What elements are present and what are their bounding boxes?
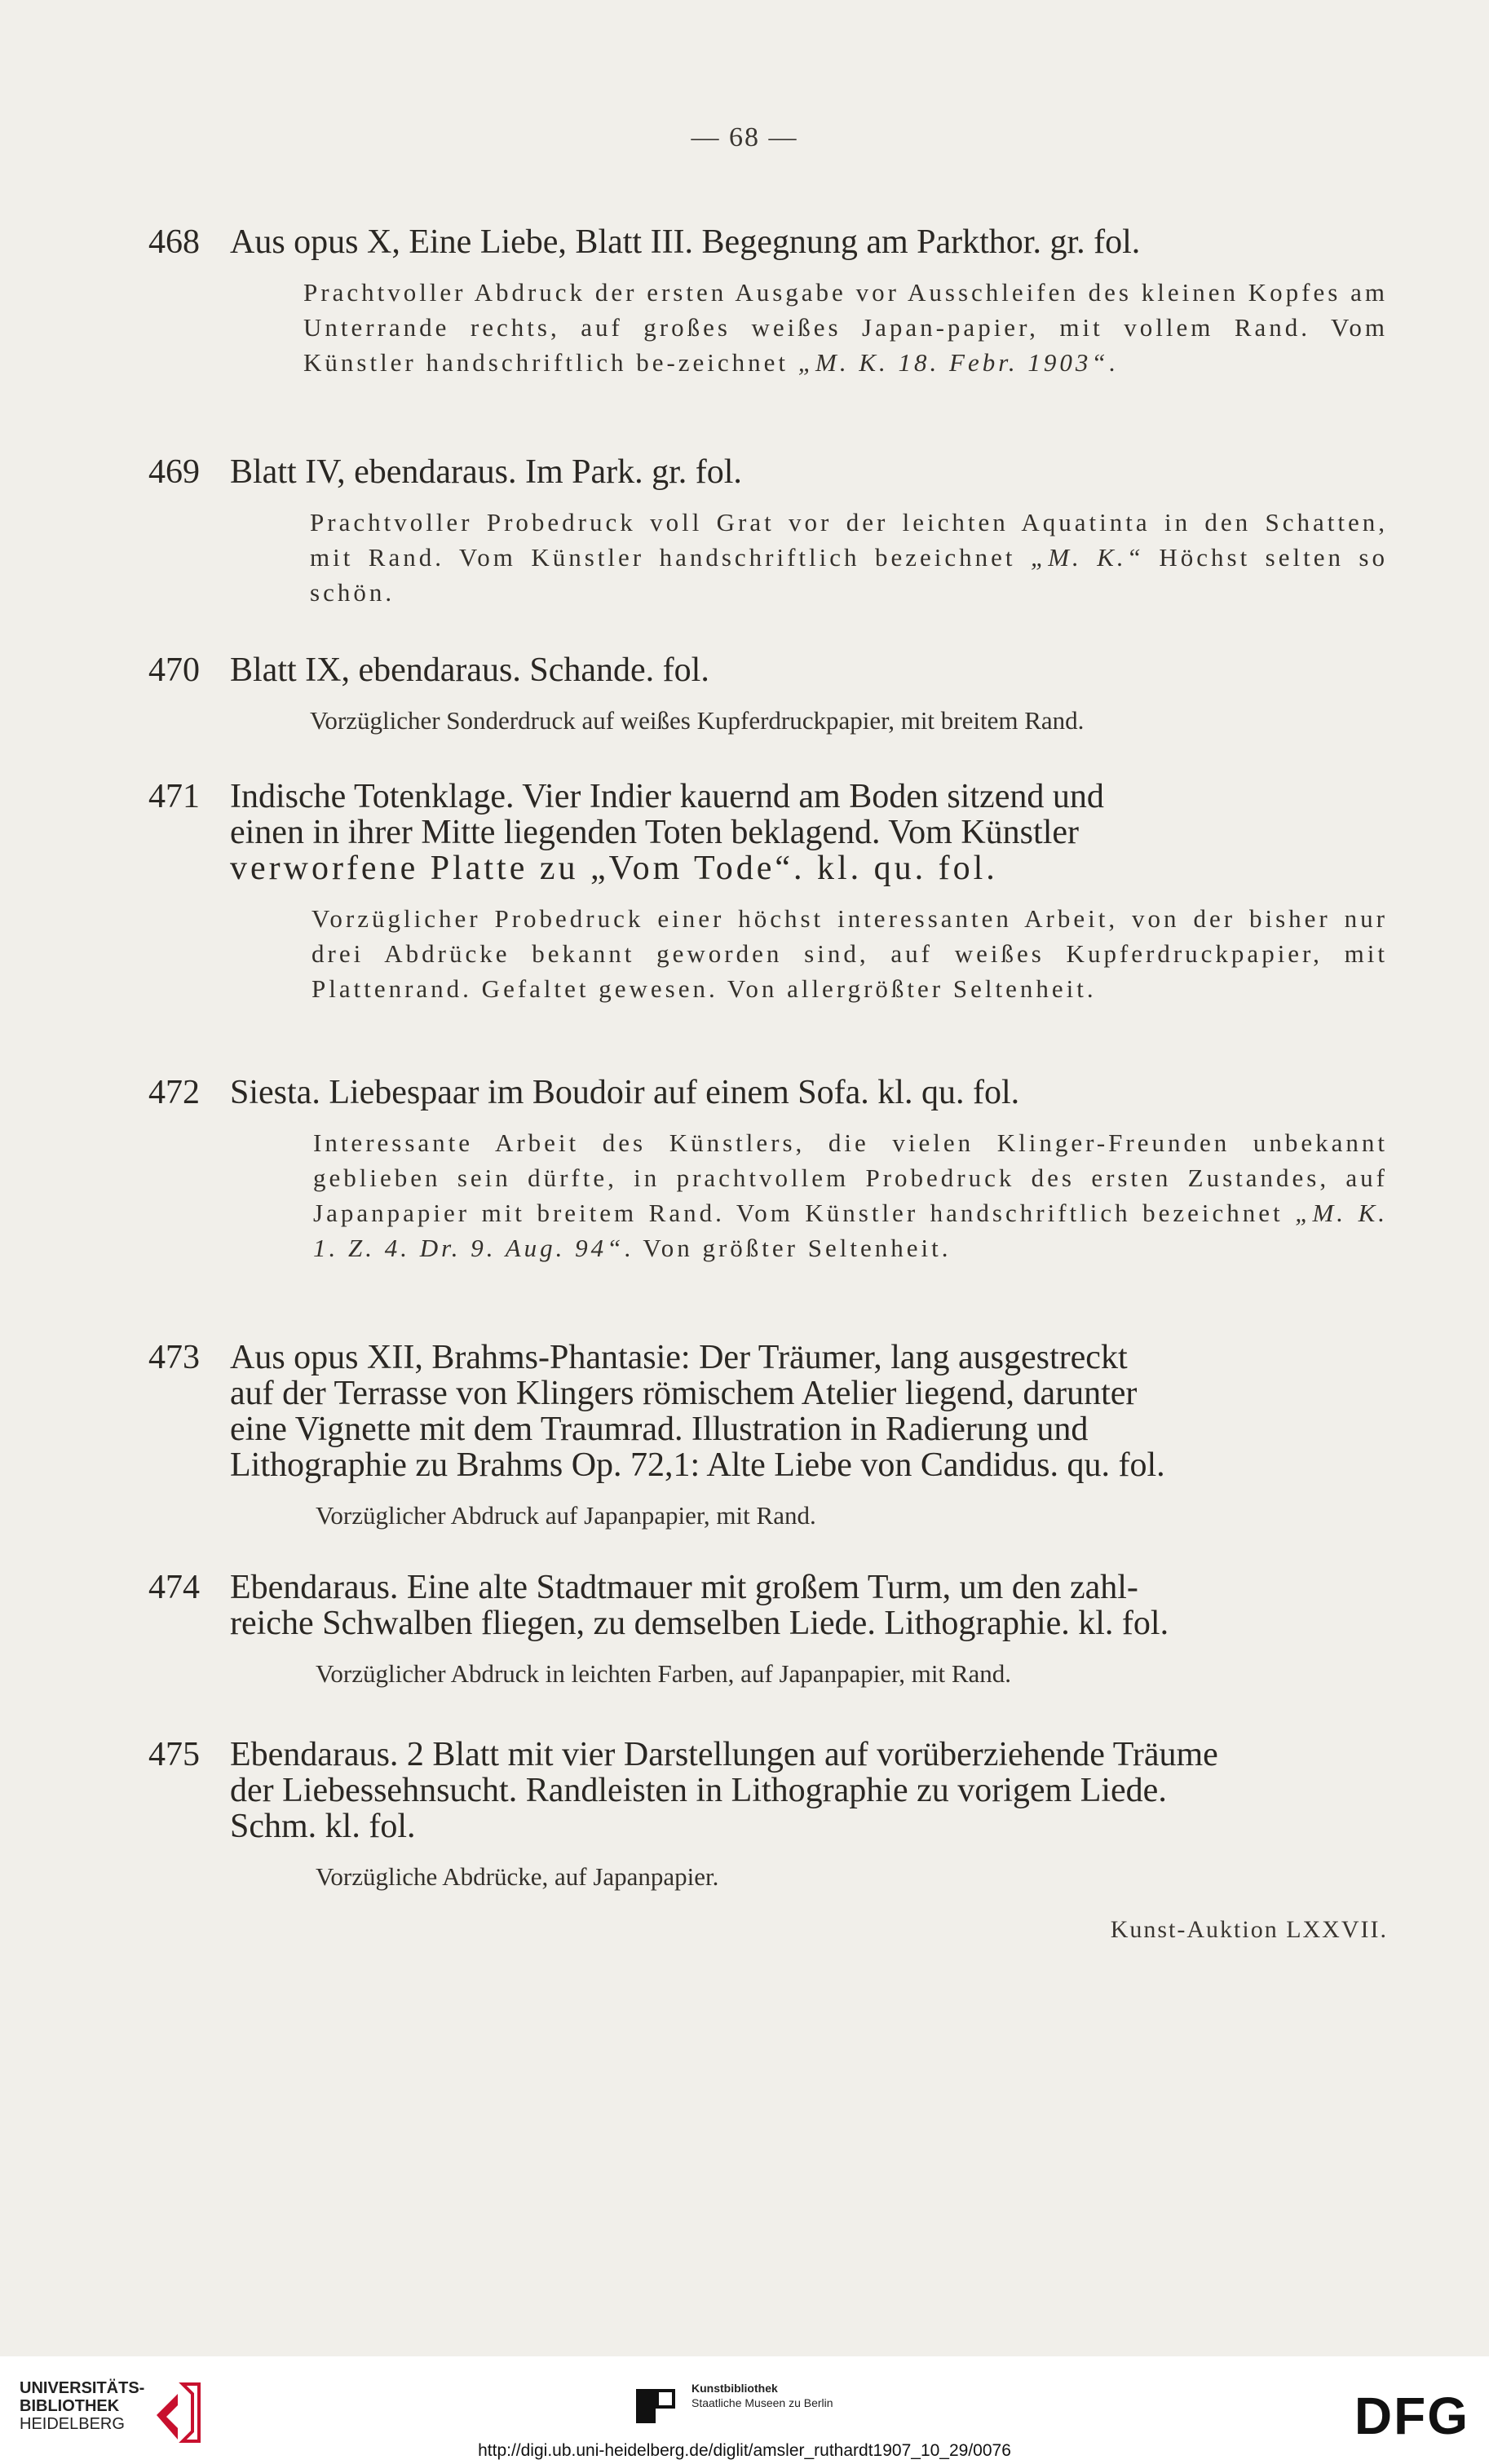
catalog-entry (148, 1075, 1388, 1265)
permalink-url[interactable]: http://digi.ub.uni-heidelberg.de/diglit/amsler_ruthardt1907_10_29/0076 (478, 2441, 1011, 2460)
lot-number: 468 (148, 223, 200, 261)
entry-description: Vorzüglicher Sonderdruck auf weißes Kupferdruckpapier, mit breitem Rand. (310, 706, 1085, 735)
entry-description: Prachtvoller Abdruck der ersten Ausgabe vor Ausschleifen des kleinen Kopfes am Unterrande rechts, auf großes weißes Japan-papier, mit vollem Rand. Vom Künstler handschriftlich be-zeichnet „M. K. 18. Febr. 1903“. (303, 278, 1388, 377)
catalog-entry (148, 224, 1388, 380)
catalog-entry (148, 1570, 1388, 1691)
lot-number: 469 (148, 453, 200, 491)
catalog-entry (148, 1737, 1388, 1894)
auction-note: Kunst-Auktion LXXVII. (1110, 1916, 1388, 1943)
kunstbibliothek-logo[interactable]: Kunstbibliothek Staatliche Museen zu Berlin (691, 2382, 833, 2409)
entry-title: 469 Blatt IV, ebendaraus. Im Park. gr. fol. (148, 453, 742, 491)
entry-description: Vorzüglicher Abdruck in leichten Farben, auf Japanpapier, mit Rand. (316, 1659, 1012, 1688)
university-logo-icon (150, 2376, 207, 2449)
catalog-entry (148, 454, 1388, 610)
lot-number: 472 (148, 1074, 200, 1111)
university-library-logo[interactable]: UNIVERSITÄTS- BIBLIOTHEK HEIDELBERG (20, 2379, 145, 2433)
entry-title: 474 Ebendaraus. Eine alte Stadtmauer mit großem Turm, um den zahl- reiche Schwalben fliegen, zu demselben Liede. Lithographie. kl. fol. (148, 1569, 1169, 1642)
lot-number: 473 (148, 1339, 200, 1376)
entry-title: 471 Indische Totenklage. Vier Indier kauernd am Boden sitzend und einen in ihrer Mitte liegenden Toten beklagend. Vom Künstler verworfene Platte zu „Vom Tode“. kl. qu. fol. (148, 778, 1104, 887)
lot-number: 470 (148, 651, 200, 689)
entry-title: 473 Aus opus XII, Brahms-Phantasie: Der Träumer, lang ausgestreckt auf der Terrasse von Klingers römischem Atelier liegend, darunter eine Vignette mit dem Traumrad. Illustration in Radierung und Lithographie zu Brahms Op. 72,1: Alte Liebe von Candidus. qu. fol. (148, 1339, 1165, 1484)
entry-description: Vorzügliche Abdrücke, auf Japanpapier. (316, 1862, 719, 1891)
entry-title: 472 Siesta. Liebespaar im Boudoir auf einem Sofa. kl. qu. fol. (148, 1074, 1020, 1111)
lot-number: 471 (148, 778, 200, 815)
entry-title: 470 Blatt IX, ebendaraus. Schande. fol. (148, 651, 709, 689)
kunstbibliothek-logo-icon (634, 2386, 680, 2425)
dfg-logo[interactable]: DFG (1354, 2387, 1469, 2445)
catalog-entry (148, 779, 1388, 1006)
entry-title: 475 Ebendaraus. 2 Blatt mit vier Darstellungen auf vorüberziehende Träume der Liebessehnsucht. Randleisten in Lithographie zu vorigem Liede. Schm. kl. fol. (148, 1736, 1218, 1845)
lot-number: 474 (148, 1569, 200, 1606)
entry-title: 468 Aus opus X, Eine Liebe, Blatt III. Begegnung am Parkthor. gr. fol. (148, 223, 1141, 261)
entry-description: Vorzüglicher Abdruck auf Japanpapier, mit Rand. (316, 1501, 816, 1530)
catalog-entry (148, 652, 1388, 738)
digitization-bar (0, 2356, 1489, 2464)
catalog-entry (148, 1340, 1388, 1533)
lot-number: 475 (148, 1736, 200, 1773)
page-number: — 68 — (691, 122, 798, 152)
entry-description: Interessante Arbeit des Künstlers, die vielen Klinger-Freunden unbekannt geblieben sein dürfte, in prachtvollem Probedruck des ersten Zustandes, auf Japanpapier mit breitem Rand. Vom Künstler handschriftlich bezeichnet „M. K. 1. Z. 4. Dr. 9. Aug. 94“. Von größter Seltenheit. (313, 1128, 1388, 1262)
entry-description: Prachtvoller Probedruck voll Grat vor der leichten Aquatinta in den Schatten, mit Rand. Vom Künstler handschriftlich bezeichnet „M. K.“ Höchst selten so schön. (310, 508, 1388, 607)
entry-description: Vorzüglicher Probedruck einer höchst interessanten Arbeit, von der bisher nur drei Abdrücke bekannt geworden sind, auf weißes Kupferdruckpapier, mit Plattenrand. Gefaltet gewesen. Von allergrößter Seltenheit. (311, 904, 1388, 1003)
